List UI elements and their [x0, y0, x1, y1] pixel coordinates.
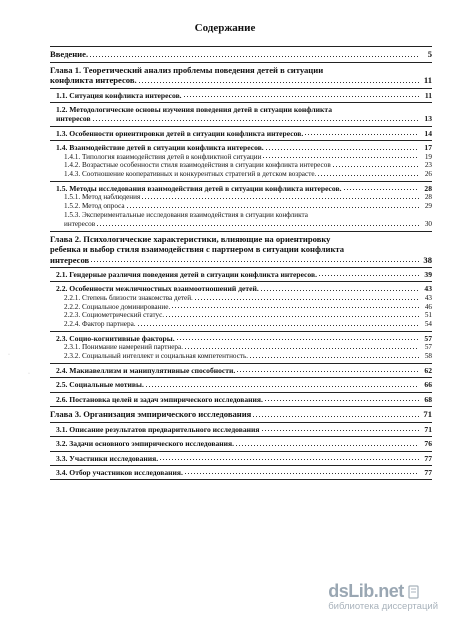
toc-page-number: 57 [424, 343, 432, 352]
toc-entry-title: 2.2.4. Фактор партнера. [64, 320, 136, 329]
toc-entry-title: 2.3. Социо-когнитивные факторы. [56, 334, 175, 344]
toc-entry[interactable] [50, 91, 432, 100]
toc-entry[interactable] [50, 409, 432, 420]
toc-page-number: 58 [424, 352, 432, 361]
toc-section [50, 363, 432, 377]
toc-page-number: 30 [424, 219, 432, 228]
dot-leader [171, 306, 419, 309]
toc-section [50, 102, 432, 126]
dot-leader [262, 156, 419, 159]
watermark-subtitle: библиотека диссертаций [328, 601, 438, 612]
toc-page-number: 28 [424, 193, 432, 202]
page-title: Содержание [194, 22, 256, 34]
dot-leader [249, 356, 419, 359]
toc-section [50, 406, 432, 422]
book-icon [408, 585, 420, 599]
toc-entry-title: 1.4.2. Возрастные особенности стиля взаимодействия в ситуации конфликта интересов [64, 161, 331, 170]
toc-page-number: 77 [424, 467, 432, 477]
table-of-contents [50, 46, 432, 480]
dot-leader [96, 224, 419, 227]
toc-section [50, 422, 432, 436]
toc-entry-title: 2.6. Постановка целей и задач эмпирического исследования. [56, 394, 263, 404]
dot-leader [126, 206, 419, 209]
toc-entry-title: 2.5. Социальные мотивы. [56, 380, 144, 390]
dot-leader [260, 289, 419, 292]
toc-page-number: 57 [424, 334, 432, 344]
toc-page-number: 5 [427, 49, 432, 59]
scan-speck: · [8, 352, 10, 358]
dot-leader [176, 338, 419, 341]
toc-entry[interactable] [50, 425, 432, 434]
toc-entry[interactable] [50, 334, 432, 343]
dot-leader [304, 133, 419, 136]
toc-entry-title: Введение. [50, 49, 89, 59]
toc-entry-title: 2.4. Макиавеллизм и манипулятивные способности. [56, 366, 236, 376]
toc-section [50, 126, 432, 140]
dot-leader [252, 415, 419, 418]
toc-section [50, 392, 432, 406]
dot-leader [235, 444, 419, 447]
toc-entry-title: Глава 3. Организация эмпирического исследования [50, 409, 252, 420]
toc-entry[interactable] [50, 439, 432, 448]
toc-entry[interactable] [50, 380, 432, 389]
dot-leader [184, 472, 419, 475]
toc-entry[interactable] [50, 193, 432, 202]
watermark-logo: dsLib.net [328, 581, 404, 601]
toc-page-number: 39 [424, 270, 432, 280]
toc-entry[interactable] [50, 294, 432, 303]
dot-leader [317, 174, 419, 177]
dot-leader [138, 81, 419, 84]
toc-entry-title: 2.2.1. Степень близости знакомства детей. [64, 293, 193, 302]
toc-section [50, 231, 432, 268]
toc-section [50, 88, 432, 102]
toc-page-number: 66 [424, 380, 432, 390]
toc-page-number: 29 [424, 202, 432, 211]
toc-entry-title: 1.5.1. Метод наблюдения [64, 193, 141, 202]
toc-page-number: 17 [424, 143, 432, 153]
toc-entry-title: 3.3. Участники исследования. [56, 453, 159, 463]
toc-page-number: 43 [424, 293, 432, 302]
toc-entry-title: 2.2.2. Социальное доминирование. [64, 302, 171, 311]
toc-entry[interactable] [50, 468, 432, 477]
toc-entry-title: 1.4. Взаимодействие детей в ситуации конфликта интересов. [56, 143, 264, 153]
toc-page-number: 68 [424, 394, 432, 404]
toc-section [50, 181, 432, 231]
toc-entry[interactable] [50, 184, 432, 193]
toc-entry-title: интересов [56, 114, 91, 124]
dot-leader [343, 188, 419, 191]
toc-entry[interactable] [50, 49, 432, 60]
toc-section [50, 377, 432, 391]
toc-page-number: 19 [424, 152, 432, 161]
toc-entry-title: 1.5.3. Экспериментальные исследования взаимодействия в ситуации конфликта [64, 210, 308, 219]
toc-section [50, 465, 432, 480]
dot-leader [318, 274, 419, 277]
toc-entry-title: 1.4.3. Соотношение кооперативных и конкурентных стратегий в детском возрасте. [64, 170, 317, 179]
toc-entry[interactable] [50, 143, 432, 152]
toc-entry[interactable] [50, 161, 432, 170]
toc-page-number: 62 [424, 366, 432, 376]
dot-leader [261, 429, 419, 432]
dot-leader [264, 399, 419, 402]
toc-entry[interactable] [50, 284, 432, 293]
dot-leader [89, 55, 419, 58]
toc-entry-title: 3.4. Отбор участников исследования. [56, 467, 183, 477]
toc-entry-title: 1.3. Особенности ориентировки детей в ситуации конфликта интересов. [56, 128, 304, 138]
toc-page-number: 26 [424, 170, 432, 179]
toc-page-number: 77 [424, 453, 432, 463]
dot-leader [265, 148, 419, 151]
toc-entry-title: Глава 2. Психологические характеристики, влияющие на ориентировку [50, 233, 331, 244]
toc-page-number: 14 [424, 128, 432, 138]
toc-entry-title: 1.5.2. Метод опроса [64, 202, 125, 211]
toc-page-number: 54 [424, 320, 432, 329]
toc-entry[interactable] [50, 114, 432, 123]
toc-entry-title: интересов [64, 219, 96, 228]
toc-section [50, 46, 432, 62]
toc-entry-title: 2.3.2. Социальный интеллект и социальная компетентность. [64, 352, 249, 361]
toc-entry-title: 2.3.1. Понимание намерений партнера. [64, 343, 184, 352]
toc-entry[interactable] [50, 395, 432, 404]
toc-entry[interactable] [50, 170, 432, 179]
dot-leader [332, 165, 419, 168]
toc-entry[interactable] [50, 454, 432, 463]
toc-section [50, 62, 432, 88]
toc-section [50, 267, 432, 281]
toc-entry-title: 2.2. Особенности межличностных взаимоотношений детей. [56, 284, 259, 294]
toc-entry[interactable] [50, 303, 432, 312]
toc-page-number: 13 [424, 114, 432, 124]
toc-entry-title: конфликта интересов. [50, 75, 137, 85]
toc-section [50, 451, 432, 465]
toc-entry[interactable] [50, 311, 432, 320]
toc-entry-title: 2.2.3. Социометрический статус. [64, 311, 165, 320]
toc-entry[interactable] [50, 343, 432, 352]
toc-entry-title: Глава 1. Теоретический анализ проблемы поведения детей в ситуации [50, 64, 324, 75]
toc-section [50, 281, 432, 331]
toc-page-number: 11 [423, 75, 432, 85]
toc-entry-title: 1.5. Методы исследования взаимодействия детей в ситуации конфликта интересов. [56, 183, 342, 193]
dot-leader [165, 315, 419, 318]
toc-page-number: 76 [424, 439, 432, 449]
toc-page-number: 23 [424, 161, 432, 170]
toc-entry[interactable] [50, 202, 432, 211]
toc-page-number: 43 [424, 284, 432, 294]
toc-entry[interactable] [50, 255, 432, 266]
toc-entry[interactable] [50, 320, 432, 329]
dot-leader [90, 260, 419, 263]
toc-entry[interactable] [50, 352, 432, 361]
toc-entry-title: интересов [50, 254, 90, 265]
toc-page-number: 71 [423, 409, 432, 420]
dot-leader [159, 458, 419, 461]
toc-section [50, 436, 432, 450]
toc-page-number: 38 [423, 254, 432, 265]
toc-entry[interactable] [50, 129, 432, 138]
toc-page-number: 51 [424, 311, 432, 320]
watermark [328, 581, 438, 612]
toc-entry-title: 2.1. Гендерные различия поведения детей в ситуации конфликта интересов. [56, 270, 318, 280]
dot-leader [92, 119, 419, 122]
dot-leader [194, 298, 419, 301]
toc-entry-title: ребенка и выбор стиля взаимодействия с партнером в ситуации конфликта [50, 244, 345, 255]
toc-page-number: 46 [424, 302, 432, 311]
toc-section [50, 140, 432, 181]
toc-entry[interactable] [50, 270, 432, 279]
scan-speck: · [28, 371, 30, 377]
toc-entry[interactable] [50, 75, 432, 86]
toc-entry-title: 3.2. Задачи основного эмпирического исследования. [56, 439, 234, 449]
toc-entry-title: 1.2. Методологические основы изучения поведения детей в ситуации конфликта [56, 104, 332, 114]
toc-page-number: 11 [424, 90, 432, 100]
toc-entry-title: 1.1. Ситуация конфликта интересов. [56, 90, 182, 100]
dot-leader [145, 385, 419, 388]
dot-leader [184, 347, 419, 350]
dot-leader [183, 95, 419, 98]
dot-leader [141, 197, 419, 200]
toc-entry[interactable] [50, 220, 432, 229]
toc-entry[interactable] [50, 366, 432, 375]
toc-section [50, 331, 432, 363]
toc-page-number: 71 [424, 424, 432, 434]
toc-entry-title: 3.1. Описание результатов предварительного исследования [56, 424, 260, 434]
toc-entry[interactable] [50, 153, 432, 162]
toc-page-number: 28 [424, 183, 432, 193]
dot-leader [137, 324, 419, 327]
toc-entry-title: 1.4.1. Типология взаимодействия детей в конфликтной ситуации [64, 152, 262, 161]
dot-leader [236, 370, 419, 373]
